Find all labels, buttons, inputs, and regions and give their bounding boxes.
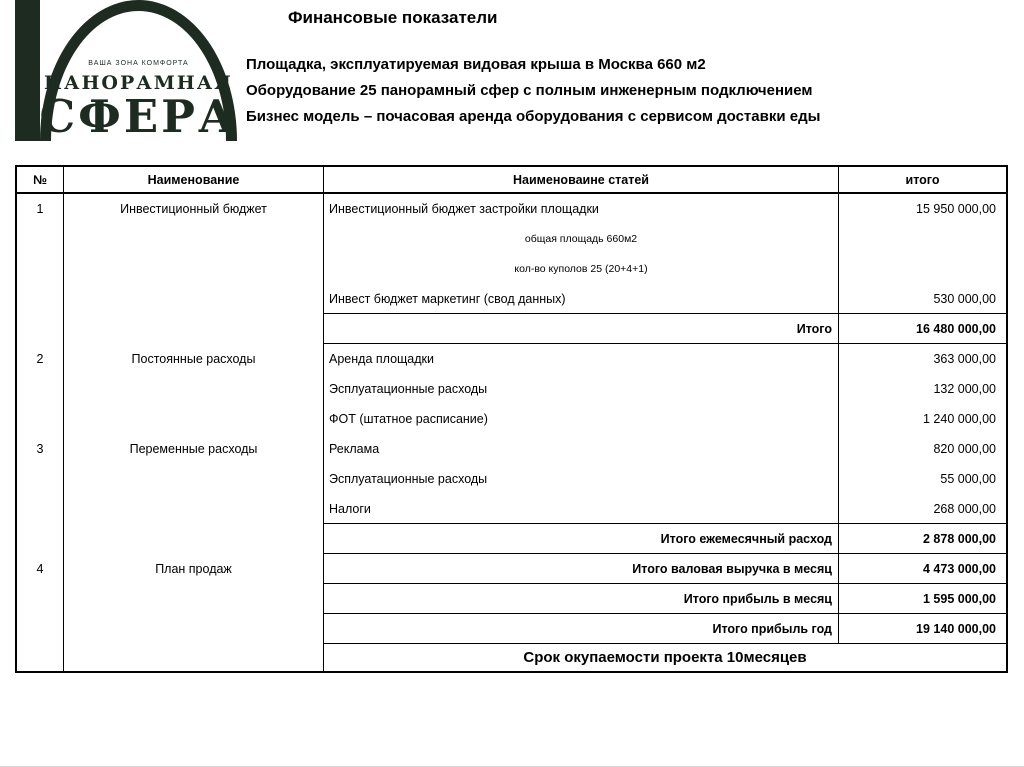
row-number-cell (17, 314, 64, 344)
category-cell (64, 524, 324, 554)
category-cell (64, 644, 324, 671)
item-cell: общая площадь 660м2 (324, 224, 839, 254)
row-number-cell: 2 (17, 344, 64, 374)
category-cell (64, 464, 324, 494)
item-cell: Инвестиционный бюджет застройки площадки (324, 194, 839, 224)
item-cell: Итого валовая выручка в месяц (324, 554, 839, 584)
item-cell: Реклама (324, 434, 839, 464)
subtitle-line: Бизнес модель – почасовая аренда оборудования с сервисом доставки еды (246, 108, 821, 125)
subtitle-line: Оборудование 25 панорамный сфер с полным инженерным подключением (246, 82, 813, 99)
category-cell (64, 314, 324, 344)
row-number-cell: 1 (17, 194, 64, 224)
table-header-row (17, 167, 1006, 194)
table-row (17, 314, 1006, 344)
category-cell (64, 224, 324, 254)
table-row (17, 434, 1006, 464)
subtitle-line: Площадка, эксплуатируемая видовая крыша в Москва 660 м2 (246, 56, 706, 73)
category-cell (64, 284, 324, 314)
item-cell: Аренда площадки (324, 344, 839, 374)
category-cell (64, 374, 324, 404)
logo-left-bar (15, 0, 40, 141)
total-cell (839, 254, 1006, 284)
logo-name-line1: ПАНОРАМНАЯ (44, 72, 233, 95)
item-cell: Эсплуатационные расходы (324, 464, 839, 494)
table-row (17, 614, 1006, 644)
category-cell (64, 404, 324, 434)
total-cell: 132 000,00 (933, 382, 996, 396)
financial-table (15, 165, 1008, 673)
row-number-cell (17, 254, 64, 284)
row-number-cell (17, 404, 64, 434)
row-number-cell (17, 644, 64, 671)
table-row (17, 374, 1006, 404)
row-number-cell (17, 584, 64, 614)
table-row (17, 524, 1006, 554)
column-header-total: итого (839, 167, 1006, 194)
logo-tagline: ВАША ЗОНА КОМФОРТА (88, 60, 189, 68)
total-cell: 16 480 000,00 (839, 314, 1006, 344)
table-row (17, 464, 1006, 494)
row-number-cell (17, 224, 64, 254)
category-cell (64, 494, 324, 524)
item-cell: Итого ежемесячный расход (324, 524, 839, 554)
category-cell: Инвестиционный бюджет (64, 194, 324, 224)
table-row (17, 584, 1006, 614)
item-cell: Итого прибыль в месяц (324, 584, 839, 614)
row-number-cell: 3 (17, 434, 64, 464)
total-cell: 1 595 000,00 (839, 584, 1006, 614)
row-number-cell: 4 (17, 554, 64, 584)
total-cell: 19 140 000,00 (839, 614, 1006, 644)
logo-name-line2: СФЕРА (39, 90, 238, 143)
total-cell: 55 000,00 (940, 472, 996, 486)
page-title: Финансовые показатели (288, 8, 498, 27)
item-cell: Итого (324, 314, 839, 344)
table-row (17, 554, 1006, 584)
total-cell: 820 000,00 (933, 442, 996, 456)
row-number-cell (17, 464, 64, 494)
total-cell: 1 240 000,00 (923, 412, 996, 426)
item-cell: кол-во куполов 25 (20+4+1) (324, 254, 839, 284)
row-number-cell (17, 524, 64, 554)
category-cell: Постоянные расходы (64, 344, 324, 374)
column-header-category: Наименование (64, 167, 324, 194)
item-cell: Эсплуатационные расходы (324, 374, 839, 404)
subtitle-block (246, 52, 820, 130)
item-cell: Инвест бюджет маркетинг (свод данных) (324, 284, 839, 314)
total-cell (839, 224, 1006, 254)
payback-period-cell: Срок окупаемости проекта 10месяцев (523, 649, 807, 666)
row-number-cell (17, 494, 64, 524)
category-cell: Переменные расходы (64, 434, 324, 464)
category-cell (64, 614, 324, 644)
total-cell: 530 000,00 (839, 284, 1006, 314)
logo-dome-inner (39, 11, 238, 143)
total-cell: 4 473 000,00 (839, 554, 1006, 584)
row-number-cell (17, 614, 64, 644)
total-cell: 15 950 000,00 (916, 202, 996, 216)
total-cell: 268 000,00 (839, 494, 1006, 524)
table-row (17, 224, 1006, 254)
item-cell: Налоги (324, 494, 839, 524)
table-row (17, 644, 1006, 671)
table-row (17, 254, 1006, 284)
column-header-items: Наименоваине статей (324, 167, 839, 194)
total-cell: 2 878 000,00 (839, 524, 1006, 554)
table-row (17, 344, 1006, 374)
total-cell: 363 000,00 (933, 352, 996, 366)
table-row (17, 494, 1006, 524)
category-cell (64, 254, 324, 284)
item-cell: ФОТ (штатное расписание) (324, 404, 839, 434)
table-row (17, 284, 1006, 314)
logo-dome-shape (40, 0, 237, 141)
company-logo (15, 0, 237, 141)
category-cell: План продаж (64, 554, 324, 584)
column-header-num: № (17, 167, 64, 194)
row-number-cell (17, 284, 64, 314)
table-row (17, 404, 1006, 434)
row-number-cell (17, 374, 64, 404)
item-cell: Итого прибыль год (324, 614, 839, 644)
category-cell (64, 584, 324, 614)
table-row (17, 194, 1006, 224)
